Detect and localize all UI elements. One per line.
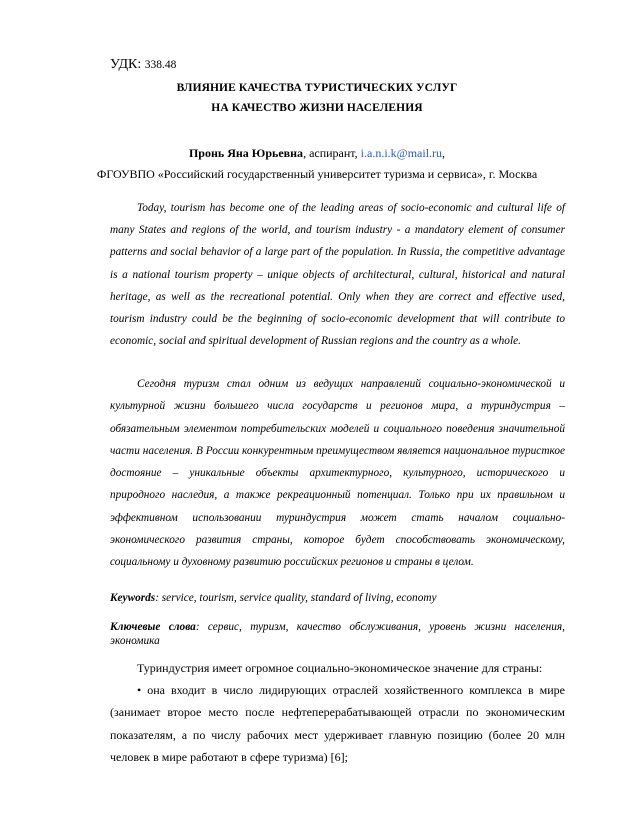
udk-line bbox=[110, 57, 176, 73]
keywords-english-label: Keywords bbox=[110, 592, 156, 604]
abstract-russian: Сегодня туризм стал одним из ведущих направлений социально-экономической и культурной жизни большего числа государств и регионов мира, а туриндустрия – обязательным элементом потребительских моделей и социального поведения значительной части населения. В России конкурентным преимуществом является национальное туристкое достояние – уникальные объекты архитектурного, культурного, исторического и природного наследия, а также рекреационный потенциал. Только при их правильном и эффективном использовании туриндустрия может стать началом социально-экономического развития страны, которое будет способствовать экономическому, социальному и духовному развитию российских регионов и страны в целом. bbox=[110, 378, 565, 569]
author-email-link[interactable]: i.a.n.i.k@mail.ru bbox=[360, 146, 443, 160]
keywords-russian bbox=[110, 620, 565, 648]
keywords-russian-label: Ключевые слова bbox=[110, 621, 196, 633]
body-paragraph-2: • она входит в число лидирующих отраслей хозяйственного комплекса в мире (занимает второе место после нефтеперерабатывающей отрасли по экономическим показателям, а по числу рабочих мест удерживает главную позицию (более 20 млн человек в мире работают в сфере туризма) [6]; bbox=[110, 683, 565, 764]
author-line bbox=[0, 146, 634, 161]
keywords-english bbox=[110, 592, 565, 604]
author-affiliation: ФГОУВПО «Российский государственный университет туризма и сервиса», г. Москва bbox=[96, 167, 538, 181]
abstract-english: Today, tourism has become one of the leading areas of socio-economic and cultural life of many States and regions of the world, and tourism industry - a mandatory element of consumer patterns and social behavior of a large part of the population. In Russia, the competitive advantage is a national tourism property – unique objects of architectural, cultural, historical and natural heritage, as well as the recreational potential. Only when they are correct and effective used, tourism industry could be the beginning of socio-economic development that will contribute to economic, social and spiritual development of Russian regions and the country as a whole. bbox=[110, 202, 565, 348]
author-name: Пронь Яна Юрьевна bbox=[188, 146, 304, 160]
keywords-english-text: : service, tourism, service quality, standard of living, economy bbox=[155, 592, 437, 604]
title-line-1: ВЛИЯНИЕ КАЧЕСТВА ТУРИСТИЧЕСКИХ УСЛУГ bbox=[176, 82, 458, 94]
keywords-russian-text: : сервис, туризм, качество обслуживания, уровень жизни населения, экономика bbox=[110, 621, 565, 647]
author-trail: , bbox=[442, 146, 446, 160]
udk-label: УДК: bbox=[110, 57, 142, 72]
udk-code: 338.48 bbox=[144, 59, 177, 71]
title-line-2: НА КАЧЕСТВО ЖИЗНИ НАСЕЛЕНИЯ bbox=[211, 102, 423, 114]
body-paragraph-1: Туриндустрия имеет огромное социально-экономическое значение для страны: bbox=[137, 661, 543, 675]
author-role: , аспирант, bbox=[303, 146, 361, 160]
